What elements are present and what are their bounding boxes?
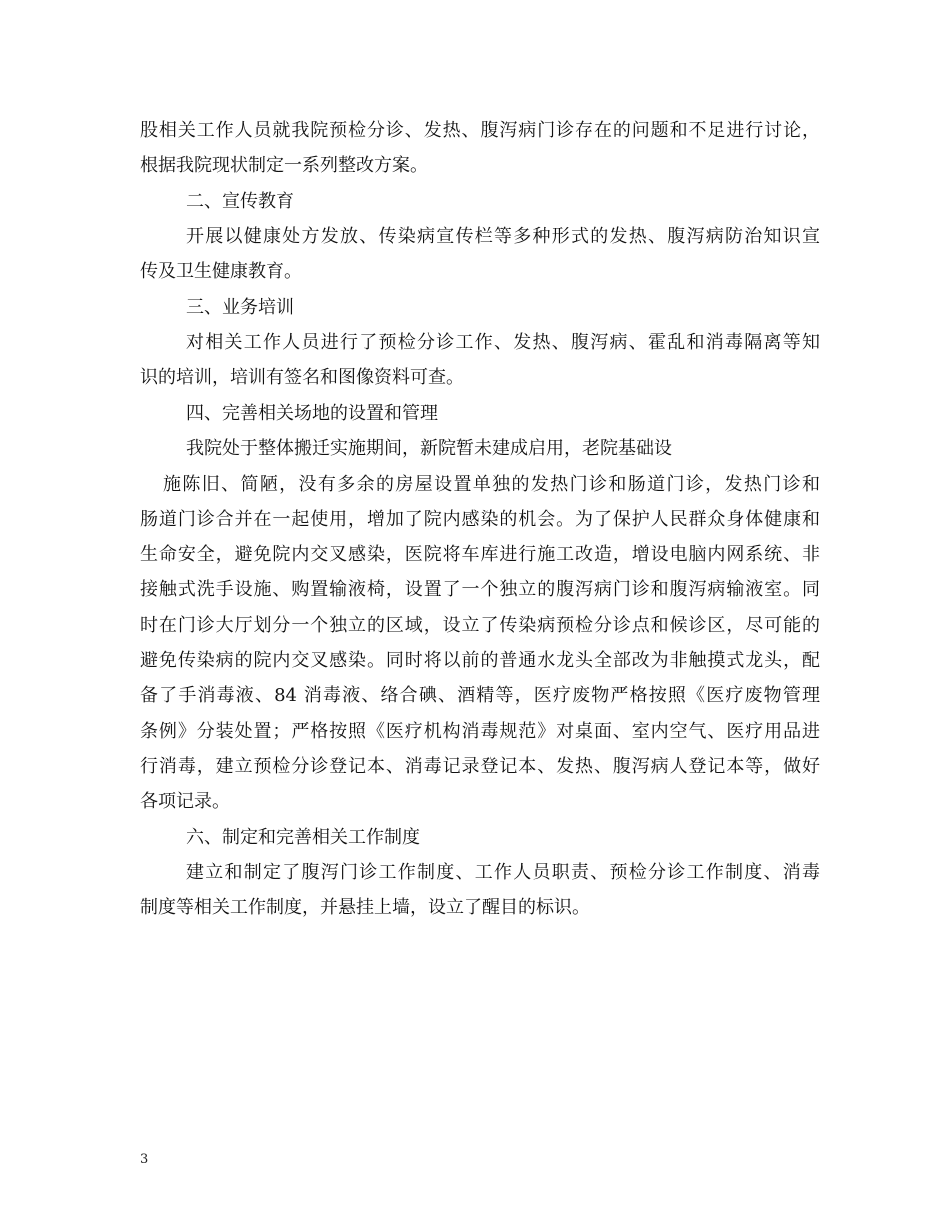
section-heading: 三、业务培训 [186, 297, 294, 318]
paragraph-line: 对相关工作人员进行了预检分诊工作、发热、腹泻病、霍乱和消毒隔离等知 [186, 332, 820, 353]
paragraph-line: 接触式洗手设施、购置输液椅，设置了一个独立的腹泻病门诊和腹泻病输液室。同 [140, 579, 820, 600]
paragraph-line: 建立和制定了腹泻门诊工作制度、工作人员职责、预检分诊工作制度、消毒 [186, 862, 820, 883]
paragraph-line: 避免传染病的院内交叉感染。同时将以前的普通水龙头全部改为非触摸式龙头，配 [140, 650, 820, 671]
paragraph-line: 行消毒，建立预检分诊登记本、消毒记录登记本、发热、腹泻病人登记本等，做好 [140, 756, 820, 777]
paragraph-line: 肠道门诊合并在一起使用，增加了院内感染的机会。为了保护人民群众身体健康和 [140, 509, 820, 530]
paragraph-line: 股相关工作人员就我院预检分诊、发热、腹泻病门诊存在的问题和不足进行讨论， [140, 120, 820, 141]
paragraph-line: 识的培训，培训有签名和图像资料可查。 [140, 367, 464, 388]
paragraph-line: 根据我院现状制定一系列整改方案。 [140, 155, 428, 176]
section-heading: 四、完善相关场地的设置和管理 [186, 403, 438, 424]
paragraph-line: 备了手消毒液、84 消毒液、络合碘、酒精等，医疗废物严格按照《医疗废物管理 [140, 685, 820, 706]
paragraph-line: 传及卫生健康教育。 [140, 261, 302, 282]
paragraph-line: 生命安全，避免院内交叉感染，医院将车库进行施工改造，增设电脑内网系统、非 [140, 544, 820, 565]
paragraph-line: 制度等相关工作制度，并悬挂上墙，设立了醒目的标识。 [140, 897, 590, 918]
section-heading: 二、宣传教育 [186, 191, 294, 212]
paragraph-line: 各项记录。 [140, 791, 230, 812]
paragraph-line: 条例》分装处置；严格按照《医疗机构消毒规范》对桌面、室内空气、医疗用品进 [140, 721, 820, 742]
paragraph-line: 时在门诊大厅划分一个独立的区域，设立了传染病预检分诊点和候诊区，尽可能的 [140, 615, 820, 636]
page-number: 3 [140, 1152, 149, 1167]
section-heading: 六、制定和完善相关工作制度 [186, 827, 420, 848]
paragraph-line: 开展以健康处方发放、传染病宣传栏等多种形式的发热、腹泻病防治知识宣 [186, 226, 820, 247]
paragraph-line: 施陈旧、简陋，没有多余的房屋设置单独的发热门诊和肠道门诊，发热门诊和 [163, 474, 820, 495]
paragraph-line: 我院处于整体搬迁实施期间，新院暂未建成启用，老院基础设 [186, 438, 672, 459]
